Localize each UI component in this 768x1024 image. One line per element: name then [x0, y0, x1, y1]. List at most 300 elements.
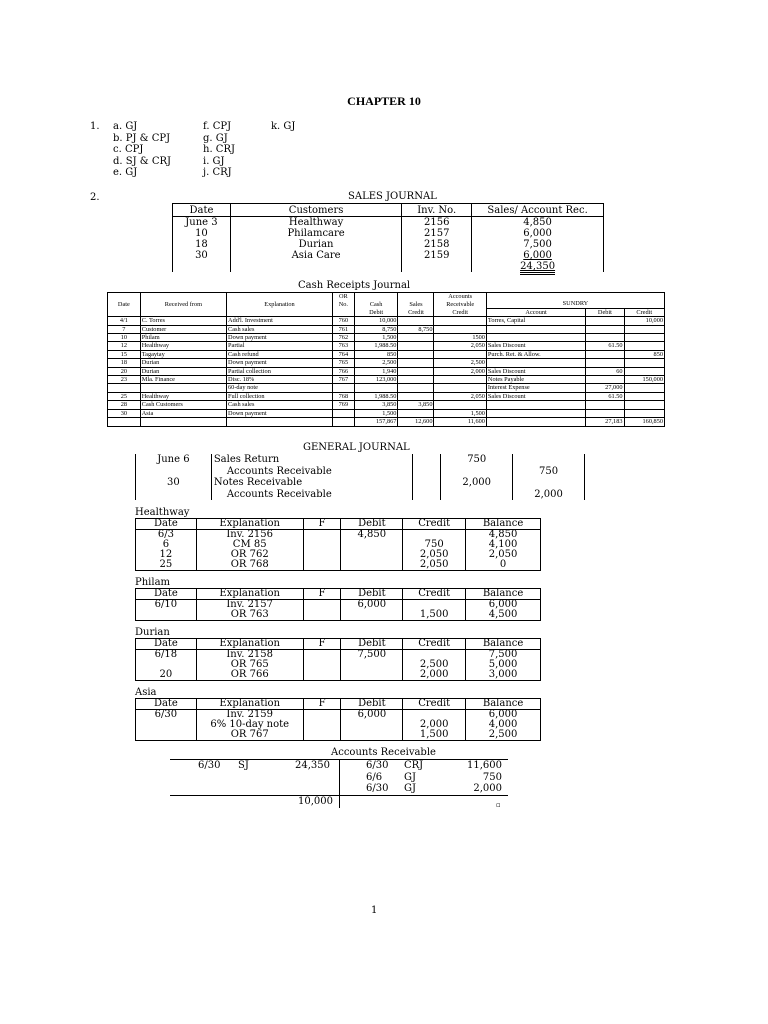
gj-cell — [136, 466, 212, 478]
crj-cell: 763 — [332, 342, 354, 350]
gj-cell: Accounts Receivable — [211, 489, 413, 501]
sales-journal-header: Inv. No. — [402, 204, 472, 217]
crj-cell: Torres, Capital — [486, 317, 585, 325]
crj-cell — [624, 334, 665, 342]
crj-cell — [486, 418, 585, 426]
crj-header-receivable: Receivable — [434, 300, 486, 308]
crj-cell: 28 — [108, 401, 141, 409]
table-row — [108, 409, 665, 417]
table-row — [173, 217, 604, 229]
crj-cell — [108, 384, 141, 392]
sales-journal-cell — [402, 239, 472, 250]
crj-cell: 764 — [332, 350, 354, 358]
crj-header-sales: Sales — [398, 300, 434, 308]
crj-cell: 1,500 — [354, 334, 398, 342]
crj-cell — [486, 359, 585, 367]
gj-cell: June 6 — [136, 454, 212, 466]
ledger-header: Date — [136, 589, 197, 600]
crj-cell: Notes Payable — [486, 376, 585, 384]
crj-cell: 27,183 — [586, 418, 624, 426]
ledger-header: Debit — [341, 589, 403, 600]
cell-text: 4,850 — [523, 217, 552, 228]
table-row — [136, 550, 541, 560]
gj-cell: 2,000 — [441, 477, 513, 489]
ledger-table — [135, 588, 541, 621]
table-row — [108, 384, 665, 392]
table-row — [136, 720, 541, 730]
crj-cell — [586, 334, 624, 342]
ledger-header: Credit — [403, 699, 466, 710]
crj-cell — [398, 359, 434, 367]
ledger-name: Philam — [135, 577, 171, 588]
t-account-center-line — [339, 759, 340, 808]
sales-journal-title: SALES JOURNAL — [348, 191, 437, 202]
sales-journal-cell — [472, 228, 604, 239]
crj-cell: Partial collection — [227, 367, 333, 375]
crj-cell — [398, 350, 434, 358]
table-row — [173, 250, 604, 261]
ledger-cell: 2,050 — [403, 560, 466, 571]
q1-answer: d. SJ & CRJ — [113, 155, 172, 167]
crj-cell: Down payment — [227, 359, 333, 367]
table-row — [136, 730, 541, 741]
table-row — [136, 610, 541, 621]
crj-header-cash-debit: Debit — [354, 308, 398, 316]
ledger-cell — [303, 660, 341, 670]
crj-cell: 30 — [108, 409, 141, 417]
ledger-cell: 2,050 — [403, 550, 466, 560]
cell-text: 6,000 — [523, 250, 552, 261]
ledger-cell — [303, 710, 341, 721]
crj-cell: Sales Discount — [486, 367, 585, 375]
crj-cell: Philam — [140, 334, 226, 342]
gj-cell — [413, 466, 441, 478]
ledger-cell: 2,500 — [403, 660, 466, 670]
sales-journal-header: Customers — [230, 204, 401, 217]
ledger-header: Debit — [341, 519, 403, 530]
table-row — [136, 489, 585, 501]
table-row — [108, 359, 665, 367]
crj-cell — [398, 342, 434, 350]
ledger-cell: 4,500 — [466, 610, 541, 621]
ledger-cell — [303, 530, 341, 541]
ledger-cell — [303, 720, 341, 730]
crj-cell: 10,000 — [624, 317, 665, 325]
crj-cell: 850 — [354, 350, 398, 358]
ledger-header: Debit — [341, 699, 403, 710]
sales-journal-header-row — [173, 204, 604, 217]
crj-cell: Durian — [140, 367, 226, 375]
crj-cell — [586, 401, 624, 409]
sales-journal-cell — [402, 228, 472, 239]
table-row — [136, 600, 541, 611]
crj-cell: 3,850 — [354, 401, 398, 409]
crj-cell: 769 — [332, 401, 354, 409]
ledger-cell: 6/3 — [136, 530, 197, 541]
ledger-cell: 7,500 — [341, 650, 403, 661]
crj-cell: 766 — [332, 367, 354, 375]
sales-journal-table — [172, 203, 604, 272]
cell-text: Philamcare — [287, 228, 345, 239]
t-account-debit-side — [194, 760, 334, 771]
crj-cell: 10 — [108, 334, 141, 342]
cell-text: Asia Care — [291, 250, 341, 261]
crj-cell: Full collection — [227, 392, 333, 400]
crj-cell — [398, 409, 434, 417]
ledger-cell: 12 — [136, 550, 197, 560]
crj-cell: Disc. 18% — [227, 376, 333, 384]
crj-cell — [586, 325, 624, 333]
table-row — [108, 350, 665, 358]
question-1-number: 1. — [90, 121, 100, 132]
t-account-credit-side — [364, 760, 502, 795]
question-1-answers-col1 — [113, 121, 171, 179]
ledger-header: F — [303, 639, 341, 650]
crj-cell — [398, 317, 434, 325]
crj-cell — [624, 325, 665, 333]
table-row — [136, 710, 541, 721]
crj-cell: 60 — [586, 367, 624, 375]
ledger-cell — [341, 550, 403, 560]
crj-cell: 761 — [332, 325, 354, 333]
ledger-cell: 20 — [136, 670, 197, 681]
ledger-cell — [341, 560, 403, 571]
ledger-cell: 25 — [136, 560, 197, 571]
crj-cell: 8,750 — [398, 325, 434, 333]
sales-journal-cell — [472, 239, 604, 250]
crj-cell: 1,500 — [354, 409, 398, 417]
table-row — [108, 392, 665, 400]
table-row — [173, 239, 604, 250]
ledger-cell — [303, 730, 341, 741]
entry-amount: 24,350 — [295, 760, 330, 771]
ledger-cell — [303, 550, 341, 560]
ledger-cell — [136, 720, 197, 730]
ledger-cell: 6,000 — [341, 710, 403, 721]
ledger-header-row — [136, 589, 541, 600]
ledger-cell: 2,000 — [403, 670, 466, 681]
crj-cell: Healthway — [140, 392, 226, 400]
crj-cell — [140, 384, 226, 392]
cell-text: 2156 — [423, 217, 450, 228]
crj-cell: 1,988.50 — [354, 392, 398, 400]
ledger-cell — [341, 660, 403, 670]
crj-cell: 1,940 — [354, 367, 398, 375]
crj-cell: 760 — [332, 317, 354, 325]
crj-cell: Customer — [140, 325, 226, 333]
ledger-header: Date — [136, 639, 197, 650]
ledger-cell — [303, 610, 341, 621]
crj-cell — [586, 409, 624, 417]
ledger-cell — [341, 730, 403, 741]
ledger-cell: OR 766 — [196, 670, 303, 681]
ledger-cell: 7,500 — [466, 650, 541, 661]
gj-cell — [413, 454, 441, 466]
ledger-cell — [341, 670, 403, 681]
sales-journal-cell — [173, 217, 231, 229]
crj-cell — [398, 376, 434, 384]
crj-cell: Cash Customers — [140, 401, 226, 409]
ledger-cell: OR 763 — [196, 610, 303, 621]
gj-cell: 30 — [136, 477, 212, 489]
crj-cell: Asia — [140, 409, 226, 417]
crj-cell: 150,000 — [624, 376, 665, 384]
sales-journal-cell — [230, 228, 401, 239]
question-2-number: 2. — [90, 192, 100, 203]
q1-answer: h. CRJ — [203, 144, 235, 156]
crj-cell: Mla. Finance — [140, 376, 226, 384]
entry-amount: 750 — [482, 771, 502, 783]
crj-cell — [434, 350, 486, 358]
crj-cell: Cash sales — [227, 401, 333, 409]
ledger-cell: 5,000 — [466, 660, 541, 670]
ledger-name: Durian — [135, 627, 170, 638]
q1-answer: j. CRJ — [203, 167, 232, 179]
crj-cell: 61.50 — [586, 392, 624, 400]
crj-cell: Down payment — [227, 334, 333, 342]
crj-header-account: Account — [486, 308, 585, 316]
ledger-cell — [136, 730, 197, 741]
crj-cell: 768 — [332, 392, 354, 400]
crj-cell: 157,867 — [354, 418, 398, 426]
entry-date: 6/6 — [366, 771, 383, 783]
ledger-header: Explanation — [196, 589, 303, 600]
t-account-credit-entry — [364, 760, 502, 772]
q1-answer: f. CPJ — [203, 121, 232, 132]
crj-cell: Down payment — [227, 409, 333, 417]
crj-cell: 765 — [332, 359, 354, 367]
ledger-cell — [341, 540, 403, 550]
ledger-table — [135, 518, 541, 571]
q1-answer: i. GJ — [203, 155, 225, 167]
entry-ref: SJ — [238, 760, 249, 771]
crj-cell: Tagaytay — [140, 350, 226, 358]
table-row — [136, 530, 541, 541]
table-row — [108, 418, 665, 426]
crj-header-received-from: Received from — [140, 293, 226, 317]
crj-cell: Healthway — [140, 342, 226, 350]
ledger-table — [135, 638, 541, 681]
gj-cell: Accounts Receivable — [211, 466, 413, 478]
gj-cell — [441, 466, 513, 478]
table-row — [136, 650, 541, 661]
entry-date: 6/30 — [366, 783, 389, 794]
ledger-header: Balance — [466, 639, 541, 650]
ledger-header: Debit — [341, 639, 403, 650]
crj-cell: 2,500 — [434, 359, 486, 367]
crj-header-date: Date — [108, 293, 141, 317]
cell-text: Healthway — [288, 217, 344, 228]
ledger-cell: 6 — [136, 540, 197, 550]
ledger-cell: 2,000 — [403, 720, 466, 730]
ledger-name: Asia — [135, 687, 157, 698]
ledger-cell: Inv. 2157 — [196, 600, 303, 611]
gj-cell: Sales Return — [211, 454, 413, 466]
crj-cell — [398, 384, 434, 392]
crj-cell — [434, 401, 486, 409]
ledger-cell — [136, 610, 197, 621]
ledger-cell: OR 762 — [196, 550, 303, 560]
crj-cell — [624, 384, 665, 392]
crj-cell: Cash refund — [227, 350, 333, 358]
sales-journal-cell — [173, 228, 231, 239]
crj-header-sundry-credit: Credit — [624, 308, 665, 316]
ledger-cell: 4,850 — [466, 530, 541, 541]
crj-cell — [108, 418, 141, 426]
general-journal-title: GENERAL JOURNAL — [303, 442, 410, 453]
ledger-header: Balance — [466, 699, 541, 710]
crj-cell — [624, 392, 665, 400]
gj-cell: 750 — [441, 454, 513, 466]
crj-header-explanation: Explanation — [227, 293, 333, 317]
ledger-cell: 6% 10-day note — [196, 720, 303, 730]
crj-cell: Interest Expense — [486, 384, 585, 392]
crj-cell — [624, 359, 665, 367]
table-row — [108, 401, 665, 409]
crj-cell — [434, 376, 486, 384]
crj-cell — [398, 392, 434, 400]
crj-header-or: OR — [332, 293, 354, 301]
crj-cell: Cash sales — [227, 325, 333, 333]
cell-text: 10 — [195, 228, 208, 239]
crj-cell: 1,500 — [434, 409, 486, 417]
table-row — [108, 325, 665, 333]
sales-journal-cell — [230, 217, 401, 229]
ledger-header: Explanation — [196, 519, 303, 530]
ledger-cell: 2,050 — [466, 550, 541, 560]
ledger-cell: Inv. 2159 — [196, 710, 303, 721]
crj-cell: 160,850 — [624, 418, 665, 426]
sales-journal-header: Date — [173, 204, 231, 217]
cell-text: Durian — [298, 239, 334, 250]
t-account-credit-entry — [364, 783, 502, 795]
crj-cell: 3,850 — [398, 401, 434, 409]
cash-receipts-title: Cash Receipts Journal — [298, 280, 411, 291]
ledger-cell: 3,000 — [466, 670, 541, 681]
crj-cell: Purch. Ret. & Allow. — [486, 350, 585, 358]
q1-answer: k. GJ — [271, 121, 296, 132]
crj-cell — [227, 418, 333, 426]
gj-cell: 750 — [513, 466, 585, 478]
gj-cell — [136, 489, 212, 501]
crj-cell: Partial — [227, 342, 333, 350]
crj-cell: 12,600 — [398, 418, 434, 426]
table-row — [136, 660, 541, 670]
ledger-cell — [303, 540, 341, 550]
ledger-name: Healthway — [135, 507, 190, 518]
crj-header-no: No. — [332, 300, 354, 308]
gj-cell — [441, 489, 513, 501]
crj-cell — [586, 359, 624, 367]
crj-cell — [486, 325, 585, 333]
table-row — [108, 342, 665, 350]
cell-text: 18 — [195, 239, 208, 250]
crj-cell: 18 — [108, 359, 141, 367]
ledger-header-row — [136, 639, 541, 650]
crj-cell — [398, 367, 434, 375]
crj-cell: 2,000 — [434, 367, 486, 375]
crj-cell: 767 — [332, 376, 354, 384]
entry-ref: GJ — [404, 771, 416, 783]
crj-cell — [624, 367, 665, 375]
ledger-header: Credit — [403, 639, 466, 650]
crj-header-sundry: SUNDRY — [486, 300, 664, 308]
ledger-table — [135, 698, 541, 741]
cell-text: 7,500 — [523, 239, 552, 250]
cell-text: 2158 — [423, 239, 450, 250]
crj-cell: 8,750 — [354, 325, 398, 333]
t-account-credit-entry — [364, 772, 502, 784]
crj-header-ar: Accounts — [434, 293, 486, 301]
gj-cell — [413, 489, 441, 501]
q1-answer: c. CPJ — [113, 144, 144, 156]
ledger-cell: 4,000 — [466, 720, 541, 730]
q1-answer: g. GJ — [203, 132, 228, 144]
crj-cell — [486, 334, 585, 342]
crj-cell — [624, 401, 665, 409]
ledger-cell: 6/18 — [136, 650, 197, 661]
ledger-cell: 750 — [403, 540, 466, 550]
sales-journal-cell — [173, 250, 231, 261]
ledger-header: F — [303, 519, 341, 530]
cell-text: 6,000 — [523, 228, 552, 239]
cash-receipts-table — [107, 292, 665, 427]
table-row — [136, 560, 541, 571]
question-1-answers-col2 — [203, 121, 235, 179]
crj-cell: 60-day note — [227, 384, 333, 392]
ledger-header: F — [303, 589, 341, 600]
table-row — [136, 540, 541, 550]
sales-journal-total-row — [173, 261, 604, 272]
crj-cell: 23 — [108, 376, 141, 384]
crj-cell — [332, 384, 354, 392]
ledger-cell: 4,100 — [466, 540, 541, 550]
crj-cell: 12 — [108, 342, 141, 350]
gj-cell: 2,000 — [513, 489, 585, 501]
ledger-cell — [341, 720, 403, 730]
crj-cell — [486, 401, 585, 409]
ledger-cell: 1,500 — [403, 730, 466, 741]
q1-answer: e. GJ — [113, 167, 138, 179]
crj-cell: 61.50 — [586, 342, 624, 350]
crj-header-sales-credit: Credit — [398, 308, 434, 316]
ledger-cell: 6,000 — [341, 600, 403, 611]
ledger-cell: OR 768 — [196, 560, 303, 571]
q1-answer: b. PJ & CPJ — [113, 132, 171, 144]
ledger-header: Credit — [403, 589, 466, 600]
ledger-header: Balance — [466, 589, 541, 600]
ledger-cell: 6/10 — [136, 600, 197, 611]
crj-cell: 850 — [624, 350, 665, 358]
crj-cell: 7 — [108, 325, 141, 333]
gj-cell — [413, 477, 441, 489]
entry-date: 6/30 — [366, 760, 389, 771]
ledger-header: Credit — [403, 519, 466, 530]
crj-cell: 1,988.50 — [354, 342, 398, 350]
gj-cell — [513, 477, 585, 489]
crj-cell — [486, 409, 585, 417]
crj-cell — [586, 317, 624, 325]
gj-cell — [513, 454, 585, 466]
entry-date: 6/30 — [198, 760, 221, 771]
ledger-cell — [303, 600, 341, 611]
page-number: 1 — [371, 905, 378, 916]
t-account-balance: 10,000 — [298, 796, 333, 807]
crj-cell — [398, 334, 434, 342]
ledger-cell: Inv. 2156 — [196, 530, 303, 541]
sales-journal-cell — [402, 217, 472, 229]
table-row — [173, 228, 604, 239]
